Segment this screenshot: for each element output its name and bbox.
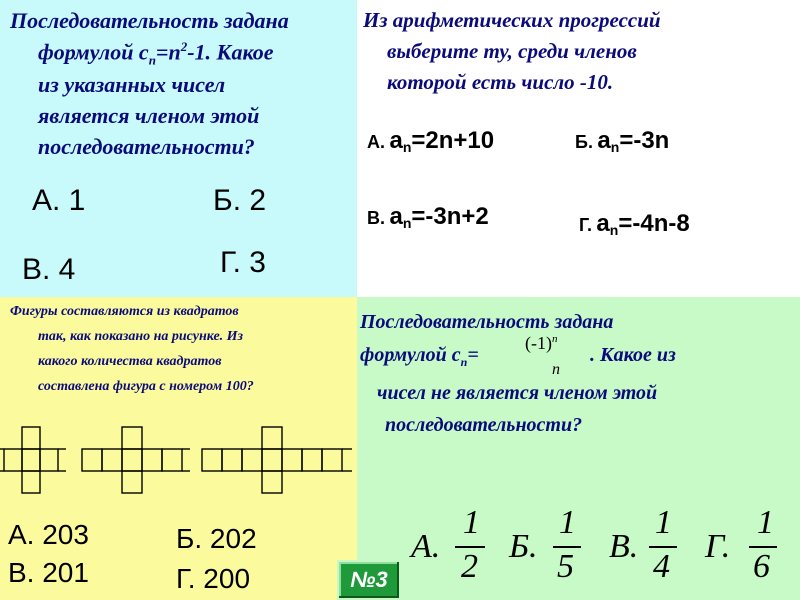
q1-answer-a[interactable]: А. 1	[32, 184, 86, 217]
square-figures-illustration	[0, 422, 357, 502]
q4-line-2-prefix: формулой $с_n=$	[360, 344, 479, 369]
q2-line-2: выберите ту, среди членов	[387, 39, 637, 63]
q4-option-d[interactable]: Г. 1 6	[705, 504, 795, 594]
q4-option-b[interactable]: Б. 1 5	[509, 504, 599, 594]
q2-option-d[interactable]: Г. $a_n=-4n-8$	[579, 210, 690, 239]
q1-line-1: Последовательность задана	[10, 8, 289, 33]
q1-answer-b[interactable]: Б. 2	[213, 184, 267, 217]
q1-line-3: из указанных чисел	[38, 72, 226, 97]
q2-option-c[interactable]: В. $a_n=-3n+2$	[367, 203, 489, 232]
figure-2	[82, 427, 190, 493]
q3-answer-b[interactable]: Б. 202	[176, 523, 257, 554]
q4-formula-numerator: $(-1)^n$	[525, 333, 558, 353]
q4-line-3: чисел не является членом этой	[377, 382, 658, 404]
question-2-panel	[357, 0, 800, 297]
q1-answer-d[interactable]: Г. 3	[220, 246, 266, 279]
q1-line-4: является членом этой	[38, 103, 260, 128]
question-3-panel	[0, 297, 357, 600]
q3-line-3: какого количества квадратов	[38, 354, 222, 369]
question-1-panel	[0, 0, 357, 297]
slide-number-badge[interactable]: №3	[337, 560, 401, 600]
figure-3	[202, 427, 352, 493]
q4-line-4: последовательности?	[385, 414, 583, 436]
q3-line-1: Фигуры составляются из квадратов	[10, 304, 239, 319]
q2-line-3: которой есть число -10.	[387, 70, 614, 94]
q4-line-2-suffix: . Какое из	[590, 344, 676, 366]
q2-option-b[interactable]: Б. $a_n=-3n$	[575, 127, 670, 156]
q3-answer-c[interactable]: В. 201	[8, 557, 89, 588]
figure-1	[0, 427, 66, 493]
q2-option-a[interactable]: А. $a_n=2n+10$	[367, 127, 495, 156]
q1-line-5: последовательности?	[38, 134, 255, 159]
q4-option-c[interactable]: В. 1 4	[609, 504, 699, 594]
q4-line-1: Последовательность задана	[360, 311, 614, 333]
q3-line-2: так, как показано на рисунке. Из	[38, 329, 244, 344]
q1-answer-c[interactable]: В. 4	[22, 253, 76, 286]
q2-line-1: Из арифметических прогрессий	[363, 8, 661, 32]
q3-answer-a[interactable]: А. 203	[8, 519, 89, 550]
q1-line-2: формулой $с_n=n^2-1$. Какое	[38, 39, 274, 68]
question-4-panel	[357, 297, 800, 600]
q4-formula-denominator: n	[552, 361, 560, 378]
q4-option-a[interactable]: А. 1 2	[411, 504, 501, 594]
q3-line-4: составлена фигура с номером 100?	[38, 379, 254, 394]
q3-answer-d[interactable]: Г. 200	[176, 563, 251, 594]
